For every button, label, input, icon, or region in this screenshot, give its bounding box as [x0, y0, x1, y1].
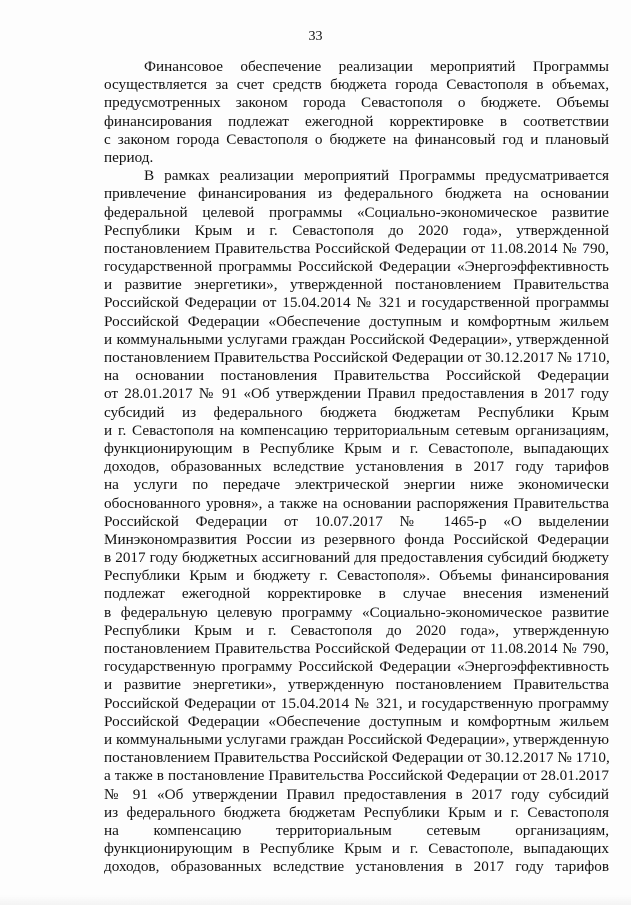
text-line: а также в постановление Правительства Российской Федерации от 28.01.2017: [104, 767, 609, 785]
text-line: Республики Крым и г. Севастополя до 2020 года», утвержденную: [104, 621, 609, 639]
text-line: от 28.01.2017 № 91 «Об утверждении Правил предоставления в 2017 году: [104, 385, 609, 403]
text-line: постановлением Правительства Российской Федерации от 11.08.2014 № 790,: [104, 239, 609, 257]
text-line: и коммунальными услугами граждан Российской Федерации», утвержденную: [104, 730, 609, 748]
text-line: доходов, образованных вследствие установления в 2017 году тарифов: [104, 458, 609, 476]
body-text: [104, 58, 609, 876]
text-line: на основании постановления Правительства Российской Федерации: [104, 367, 609, 385]
text-line: постановлением Правительства Российской Федерации от 30.12.2017 № 1710,: [104, 349, 610, 366]
text-line: и развитие энергетики», утвержденной постановлением Правительства: [104, 276, 609, 294]
text-line: подлежат ежегодной корректировке в случае внесения изменений: [104, 585, 609, 603]
text-line: в федеральную целевую программу «Социально-экономическое развитие: [104, 603, 609, 621]
text-line: период.: [104, 148, 154, 166]
text-line: государственную программу Российской Федерации «Энергоэффективность: [104, 658, 609, 676]
text-line: Финансовое обеспечение реализации мероприятий Программы: [144, 58, 609, 75]
text-line: № 91 «Об утверждении Правил предоставления в 2017 году субсидий: [104, 785, 609, 803]
text-line: Российской Федерации от 10.07.2017 № 1465-р «О выделении: [104, 512, 609, 530]
text-line: функционирующим в Республике Крым и г. Севастополе, выпадающих: [104, 439, 609, 457]
text-line: Российской Федерации «Обеспечение доступным и комфортным жильем: [104, 712, 609, 730]
text-line: финансирования подлежат ежегодной корректировке в соответствии: [104, 112, 609, 130]
text-line: субсидий из федерального бюджета бюджетам Республики Крым: [104, 403, 609, 421]
text-line: предусмотренных законом города Севастополя о бюджете. Объемы: [104, 94, 609, 112]
text-line: Российской Федерации от 15.04.2014 № 321, и государственную программу: [104, 694, 609, 712]
text-line: и развитие энергетики», утвержденную постановлением Правительства: [104, 676, 609, 694]
text-line: Республики Крым и бюджету г. Севастополя». Объемы финансирования: [104, 567, 609, 585]
text-line: с законом города Севастополя о бюджете на финансовый год и плановый: [104, 130, 609, 148]
text-line: Российской Федерации «Обеспечение доступным и комфортным жильем: [104, 312, 609, 330]
text-line: осуществляется за счет средств бюджета города Севастополя в объемах,: [104, 76, 609, 94]
text-line: федеральной целевой программы «Социально-экономическое развитие: [104, 203, 609, 221]
text-line: функционирующим в Республике Крым и г. Севастополе, выпадающих: [104, 840, 609, 858]
text-line: постановлением Правительства Российской Федерации от 11.08.2014 № 790,: [104, 640, 609, 657]
text-line: на услуги по передаче электрической энергии ниже экономически: [104, 476, 609, 494]
text-line: из федерального бюджета бюджетам Республики Крым и г. Севастополя: [104, 803, 609, 821]
page-number: 33: [308, 29, 323, 44]
scan-edge: [0, 895, 631, 905]
text-line: обоснованного уровня», а также на основании распоряжения Правительства: [104, 494, 609, 512]
text-line: Минэкономразвития России из резервного фонда Российской Федерации: [104, 530, 609, 548]
text-line: В рамках реализации мероприятий Программы предусматривается: [144, 167, 609, 185]
text-line: и г. Севастополя на компенсацию территориальным сетевым организациям,: [104, 421, 609, 439]
text-line: государственной программы Российской Федерации «Энергоэффективность: [104, 258, 609, 276]
text-line: в 2017 году бюджетных ассигнований для предоставления субсидий бюджету: [104, 549, 609, 567]
text-line: постановлением Правительства Российской Федерации от 30.12.2017 № 1710,: [104, 749, 610, 767]
text-line: Республики Крым и г. Севастополя до 2020 года», утвержденной: [104, 221, 609, 239]
text-line: и коммунальными услугами граждан Российской Федерации», утвержденной: [104, 330, 609, 348]
text-line: доходов, образованных вследствие установления в 2017 году тарифов: [104, 858, 609, 876]
text-line: на компенсацию территориальным сетевым организациям,: [104, 821, 609, 839]
text-line: привлечение финансирования из федерального бюджета на основании: [104, 185, 609, 203]
text-line: Российской Федерации от 15.04.2014 № 321 и государственной программы: [104, 294, 609, 312]
